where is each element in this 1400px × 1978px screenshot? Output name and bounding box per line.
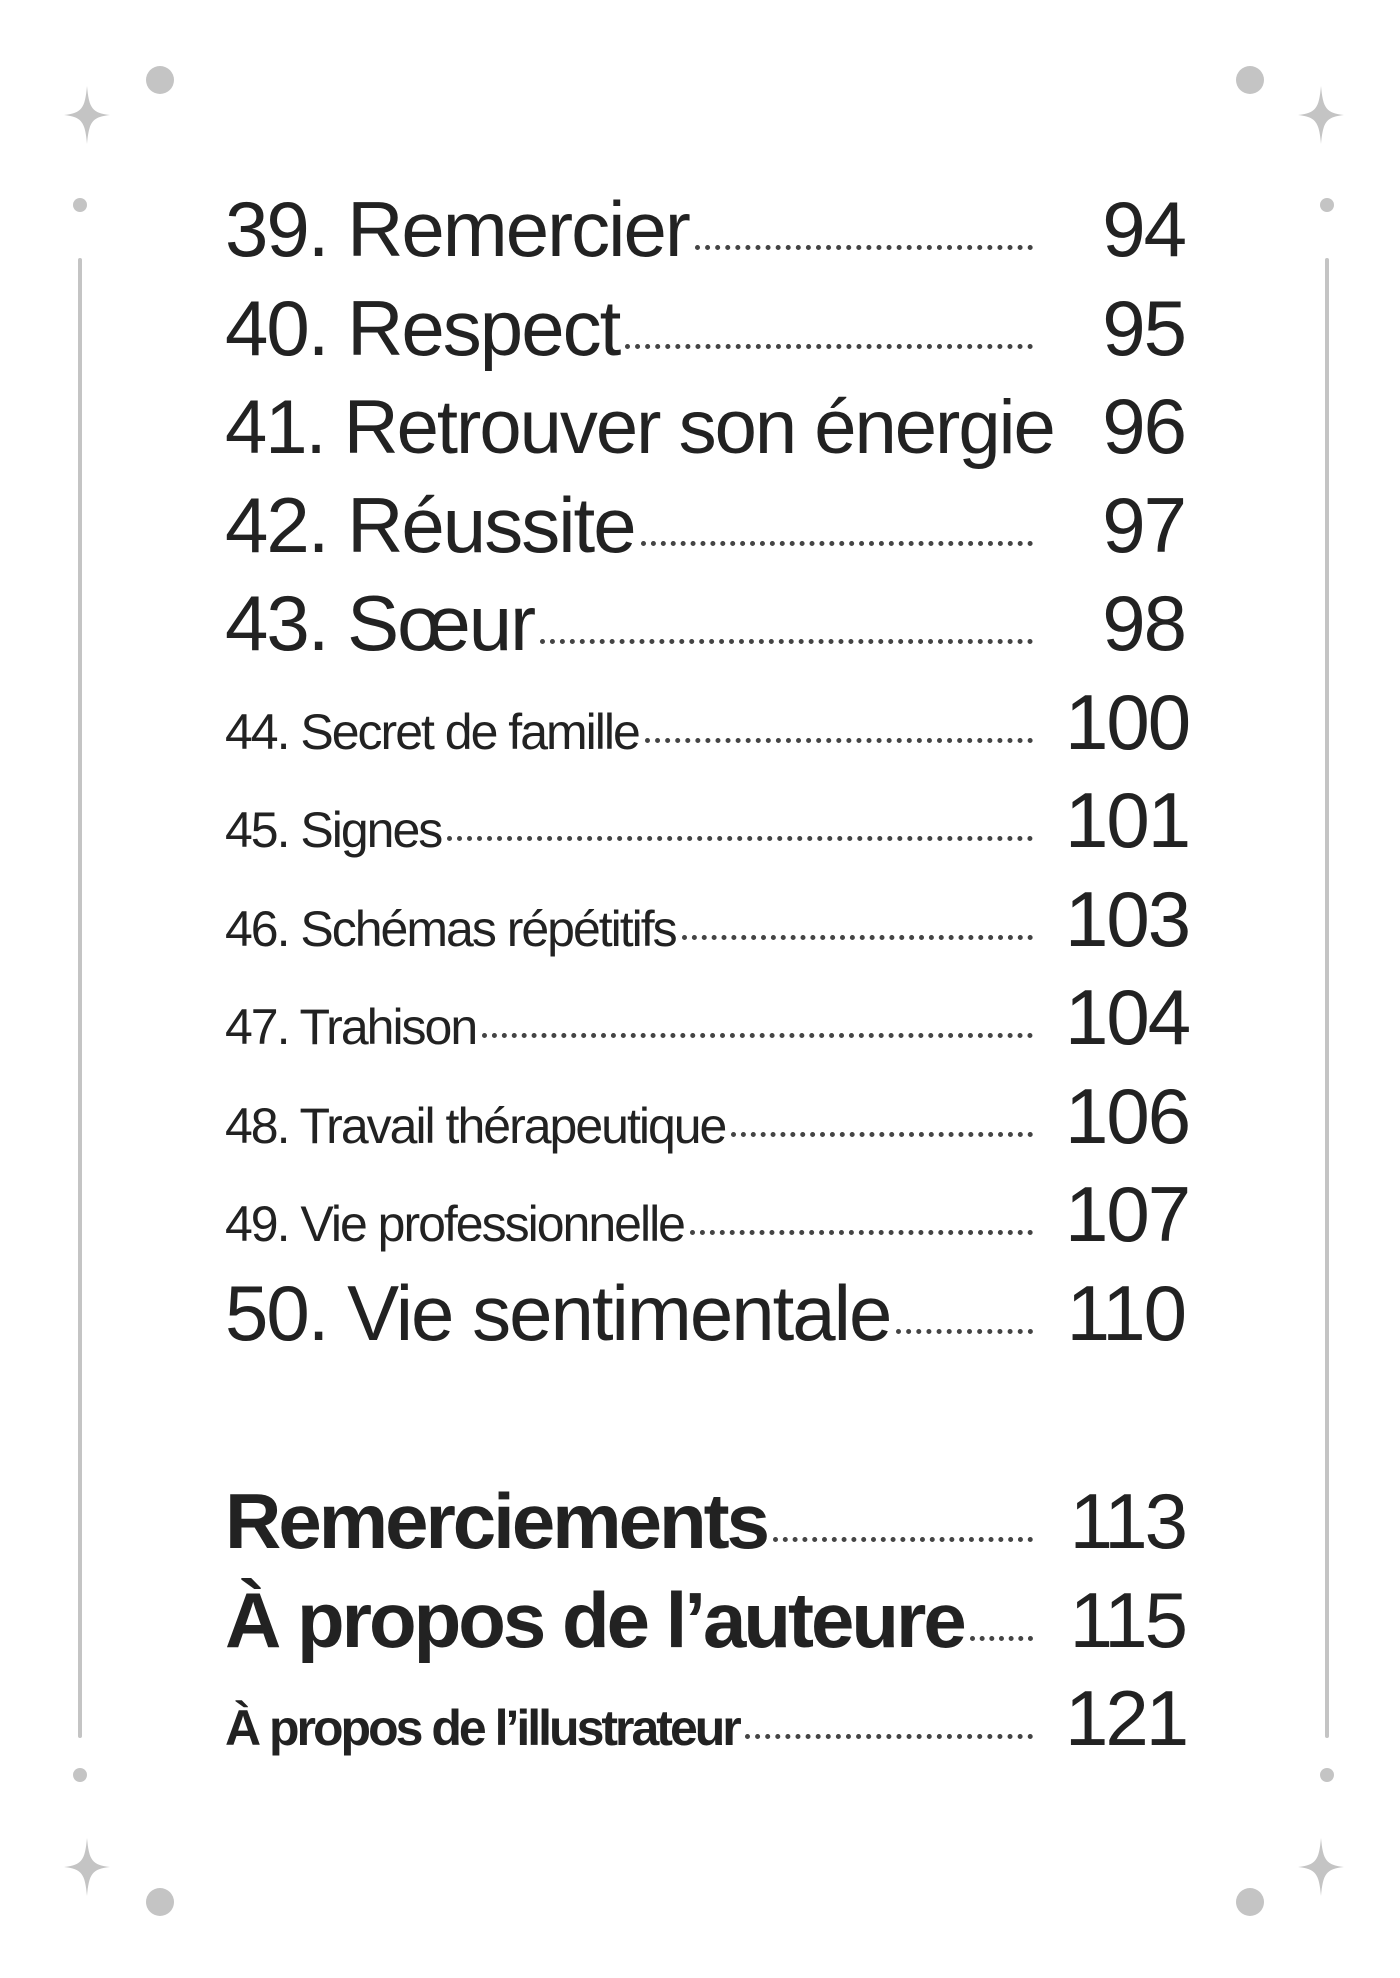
toc-entry-title: 45. Signes (225, 802, 442, 858)
toc-entry-title: 49. Vie professionnelle (225, 1196, 684, 1252)
left-frame-rule (78, 258, 82, 1738)
toc-entry-title: À propos de l’auteure (225, 1575, 964, 1664)
toc-entry-title: 41. Retrouver son énergie (225, 385, 1054, 470)
dot-icon (146, 66, 174, 94)
dot-icon (1320, 198, 1334, 212)
toc-entry-title: À propos de l’illustrateur (225, 1700, 739, 1756)
dot-icon (73, 1768, 87, 1782)
toc-entry-title: 47. Trahison (225, 999, 477, 1055)
toc-entry-page: 106 (1065, 1071, 1190, 1160)
toc-back-matter-entry[interactable] (225, 1669, 1185, 1768)
toc-entry[interactable] (225, 180, 1185, 279)
toc-entry-title: 46. Schémas répétitifs (225, 900, 676, 957)
toc-entry-page: 95 (1102, 283, 1185, 372)
toc-entry-title: 48. Travail thérapeutique (225, 1097, 726, 1154)
toc-entry-page: 100 (1065, 677, 1190, 766)
right-frame-rule (1325, 258, 1329, 1738)
table-of-contents (225, 180, 1190, 1768)
toc-entry-page: 107 (1065, 1170, 1190, 1258)
toc-entry-page: 97 (1102, 480, 1185, 569)
star-icon (1298, 86, 1344, 144)
dot-leader (682, 935, 1033, 940)
dot-icon (73, 198, 87, 212)
dot-leader (773, 1537, 1033, 1542)
dot-leader (447, 836, 1033, 841)
dot-leader (695, 245, 1033, 250)
toc-entry-title: 43. Sœur (225, 579, 535, 667)
toc-entry-title: 44. Secret de famille (225, 703, 639, 760)
toc-entry-page: 115 (1069, 1575, 1185, 1664)
dot-icon (1236, 1888, 1264, 1916)
toc-entry-page: 98 (1102, 579, 1185, 667)
toc-entry[interactable] (225, 968, 1190, 1067)
toc-entry[interactable] (225, 1264, 1185, 1363)
toc-entry[interactable] (225, 476, 1185, 575)
dot-leader (896, 1329, 1033, 1334)
toc-entry-page: 96 (1102, 382, 1185, 470)
star-icon (64, 86, 110, 144)
star-icon (1298, 1838, 1344, 1896)
dot-leader (641, 541, 1033, 546)
toc-entry[interactable] (225, 673, 1190, 772)
dot-leader (970, 1636, 1033, 1641)
dot-leader (625, 344, 1033, 349)
toc-back-matter-entry[interactable] (225, 1472, 1185, 1571)
toc-entry-page: 110 (1066, 1268, 1185, 1357)
toc-entry[interactable] (225, 771, 1190, 870)
toc-entry[interactable] (225, 1165, 1190, 1264)
section-spacer (225, 1362, 1185, 1472)
toc-entry-page: 94 (1102, 185, 1185, 273)
toc-entry-title: Remerciements (225, 1477, 767, 1565)
dot-leader (645, 738, 1033, 743)
dot-icon (1320, 1768, 1334, 1782)
toc-entry[interactable] (225, 279, 1185, 378)
dot-leader (482, 1033, 1033, 1038)
toc-entry-page: 113 (1069, 1477, 1185, 1565)
toc-entry-page: 101 (1065, 776, 1190, 864)
dot-leader (690, 1230, 1033, 1235)
toc-entry-title: 40. Respect (225, 283, 620, 372)
toc-entry-title: 39. Remercier (225, 185, 689, 273)
dot-icon (1236, 66, 1264, 94)
toc-entry[interactable] (225, 1067, 1190, 1166)
toc-entry-page: 104 (1065, 973, 1190, 1061)
toc-entry-page: 121 (1065, 1674, 1187, 1762)
star-icon (64, 1838, 110, 1896)
toc-entry[interactable] (225, 574, 1185, 673)
dot-leader (731, 1132, 1033, 1137)
toc-entry-title: 50. Vie sentimentale (225, 1268, 891, 1357)
toc-entry-page: 103 (1065, 874, 1190, 963)
dot-icon (146, 1888, 174, 1916)
toc-back-matter-entry[interactable] (225, 1571, 1185, 1670)
dot-leader (745, 1734, 1033, 1739)
toc-entry-title: 42. Réussite (225, 480, 635, 569)
dot-leader (540, 639, 1033, 644)
toc-entry[interactable] (225, 870, 1190, 969)
toc-entry[interactable] (225, 377, 1185, 476)
